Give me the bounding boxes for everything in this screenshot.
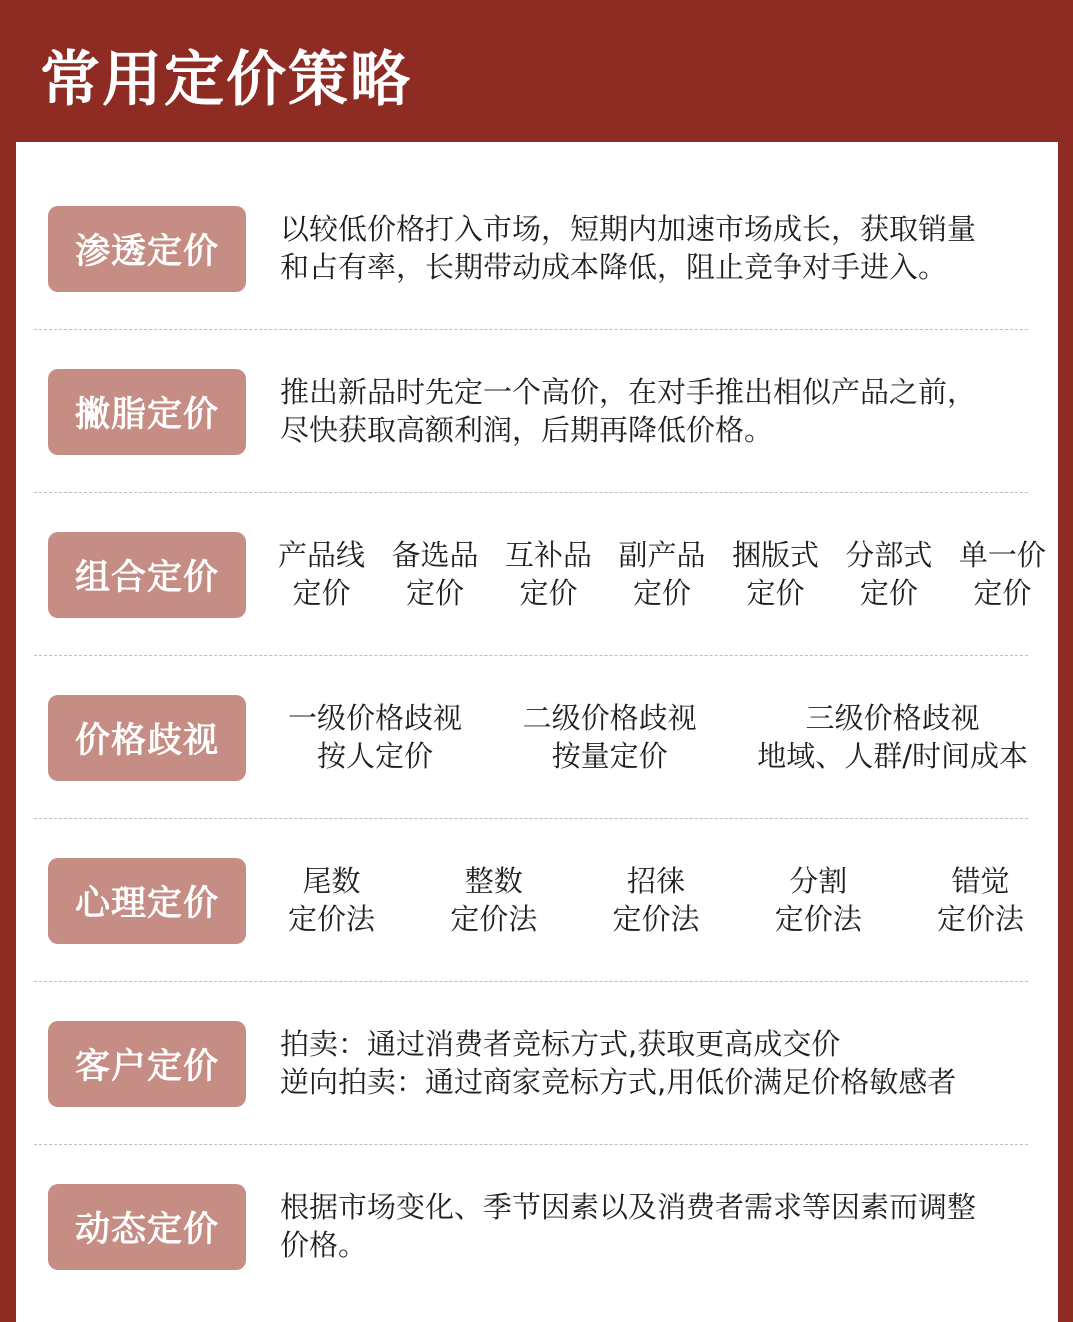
page-title: 常用定价策略	[40, 45, 412, 115]
option-suffix: 定价法	[774, 902, 862, 936]
description-line: 价格。	[280, 1228, 368, 1262]
option-name: 互补品	[504, 538, 592, 572]
option-item	[391, 536, 478, 612]
option-name: 分割	[789, 864, 848, 898]
option-suffix: 定价	[632, 576, 691, 610]
option-suffix: 定价法	[450, 902, 538, 936]
strategy-description	[280, 1188, 1046, 1264]
option-suffix: 定价	[859, 576, 918, 610]
option-grid	[288, 699, 1028, 775]
option-item	[732, 536, 819, 612]
option-item	[775, 862, 862, 938]
option-name: 捆版式	[731, 538, 819, 572]
option-grid	[278, 536, 1046, 612]
option-name: 招徕	[626, 864, 685, 898]
option-name: 三级价格歧视	[805, 701, 980, 735]
option-name: 分部式	[845, 538, 933, 572]
strategy-row-dynamic	[16, 1120, 1058, 1283]
option-name: 单一价	[958, 538, 1046, 572]
option-grid	[288, 862, 1024, 938]
option-item	[523, 699, 697, 775]
option-item	[288, 699, 462, 775]
strategy-badge: 渗透定价	[48, 206, 246, 292]
option-item	[450, 862, 537, 938]
option-name: 备选品	[391, 538, 479, 572]
strategy-row-skimming	[16, 305, 1058, 468]
strategy-description	[280, 373, 1046, 449]
description-line: 拍卖：通过消费者竞标方式,获取更高成交价	[280, 1027, 841, 1061]
option-item	[505, 536, 592, 612]
option-item	[757, 699, 1028, 775]
strategy-badge: 撇脂定价	[48, 369, 246, 455]
strategy-badge: 动态定价	[48, 1184, 246, 1270]
strategy-description	[280, 210, 1046, 286]
option-name: 一级价格歧视	[288, 701, 463, 735]
strategy-badge: 心理定价	[48, 858, 246, 944]
option-suffix: 定价	[519, 576, 578, 610]
option-detail: 地域、人群/时间成本	[757, 739, 1028, 773]
option-name: 副产品	[618, 538, 706, 572]
option-item	[959, 536, 1046, 612]
option-suffix: 定价法	[936, 902, 1024, 936]
option-item	[288, 862, 375, 938]
option-detail: 按量定价	[551, 739, 668, 773]
option-name: 整数	[464, 864, 523, 898]
option-suffix: 定价	[405, 576, 464, 610]
option-item	[612, 862, 699, 938]
option-name: 尾数	[302, 864, 361, 898]
option-item	[618, 536, 705, 612]
content-panel	[16, 142, 1058, 1322]
strategy-description	[280, 1025, 1046, 1101]
description-line: 以较低价格打入市场，短期内加速市场成长，获取销量	[280, 212, 977, 246]
option-suffix: 定价法	[612, 902, 700, 936]
strategy-badge: 价格歧视	[48, 695, 246, 781]
option-item	[937, 862, 1024, 938]
option-suffix: 定价法	[288, 902, 376, 936]
option-name: 产品线	[278, 538, 366, 572]
option-suffix: 定价	[746, 576, 805, 610]
strategy-row-psychological	[16, 794, 1058, 957]
description-line: 和占有率，长期带动成本降低，阻止竞争对手进入。	[280, 250, 948, 284]
strategy-row-customer	[16, 957, 1058, 1120]
option-suffix: 定价	[973, 576, 1032, 610]
description-line: 逆向拍卖：通过商家竞标方式,用低价满足价格敏感者	[280, 1065, 957, 1099]
description-line: 尽快获取高额利润，后期再降低价格。	[280, 413, 774, 447]
strategy-badge: 客户定价	[48, 1021, 246, 1107]
option-name: 二级价格歧视	[522, 701, 697, 735]
option-suffix: 定价	[292, 576, 351, 610]
description-line: 根据市场变化、季节因素以及消费者需求等因素而调整	[280, 1190, 977, 1224]
option-detail: 按人定价	[317, 739, 434, 773]
option-item	[278, 536, 365, 612]
strategy-row-penetration	[16, 142, 1058, 305]
strategy-row-discrimination	[16, 631, 1058, 794]
strategy-row-bundle	[16, 468, 1058, 631]
description-line: 推出新品时先定一个高价，在对手推出相似产品之前，	[280, 375, 977, 409]
option-item	[845, 536, 932, 612]
strategy-badge: 组合定价	[48, 532, 246, 618]
option-name: 错觉	[951, 864, 1010, 898]
header	[0, 0, 1073, 142]
